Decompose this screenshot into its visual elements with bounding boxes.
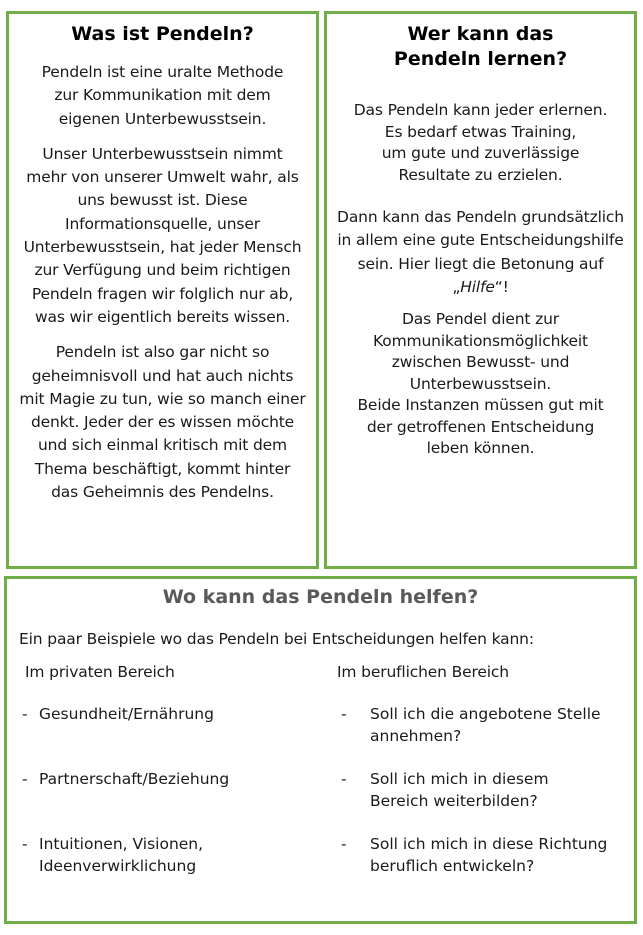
left-box-paragraph-1: Pendeln ist eine uralte Methode zur Kommunikation mit dem eigenen Unterbewusstsein. (41, 63, 284, 128)
private-list-item (22, 768, 302, 790)
where-pendulum-helps-box (4, 576, 637, 924)
right-p3-line-6: der getroffenen Entscheidung (366, 417, 595, 436)
right-p2-text: Dann kann das Pendeln grundsätzlich in allem eine gute Entscheidungshilfe sein. Hier liegt die Betonung auf (337, 208, 624, 273)
work-list-item (341, 833, 627, 877)
right-p2-quote-close: “! (494, 277, 509, 296)
right-p1-line-2: Es bedarf etwas Training, (384, 122, 577, 141)
list-dash: - (341, 705, 347, 723)
right-p1-line-1: Das Pendeln kann jeder erlernen. (353, 101, 608, 119)
right-p3-line-7: leben können. (426, 439, 535, 458)
bottom-box-title: Wo kann das Pendeln helfen? (162, 586, 479, 608)
right-box-paragraph-3 (331, 309, 630, 460)
who-can-learn-box (324, 11, 637, 569)
work-item-3-text: Soll ich mich in diese Richtung beruflich entwickeln? (370, 835, 608, 875)
work-list-item (341, 768, 591, 812)
work-item-2-text: Soll ich mich in diesem Bereich weiterbilden? (370, 770, 549, 810)
private-area-heading: Im privaten Bereich (25, 663, 175, 681)
work-area-heading: Im beruflichen Bereich (337, 663, 509, 681)
right-p3-line-2: Kommunikationsmöglichkeit (373, 331, 588, 350)
work-list-item (341, 703, 627, 747)
private-item-1-text: Gesundheit/Ernährung (39, 705, 214, 723)
right-box-paragraph-2 (331, 206, 630, 299)
right-p3-line-4: Unterbewusstsein. (409, 374, 552, 393)
right-box-title: Wer kann das Pendeln lernen? (393, 23, 568, 70)
list-dash: - (341, 770, 347, 788)
what-is-pendulum-box (6, 11, 319, 569)
list-dash: - (22, 770, 28, 788)
work-item-1-text: Soll ich die angebotene Stelle annehmen? (370, 705, 601, 745)
left-box-paragraph-2: Unser Unterbewusstsein nimmt mehr von unserer Umwelt wahr, als uns bewusst ist. Diese Informationsquelle, unser Unterbewusstsein, hat jeder Mensch zur Verfügung und beim richtigen Pendeln fragen wir folglich nur ab, was wir eigentlich bereits wissen. (23, 144, 302, 326)
list-dash: - (22, 705, 28, 723)
list-dash: - (341, 835, 347, 853)
right-p2-quote-open: „ (452, 277, 461, 296)
right-p3-line-3: zwischen Bewusst- und (391, 353, 570, 372)
private-list-item (22, 833, 222, 877)
left-box-title: Was ist Pendeln? (71, 23, 254, 45)
right-p3-line-5: Beide Instanzen müssen gut mit (357, 396, 604, 415)
private-item-3-text: Intuitionen, Visionen, Ideenverwirklichung (39, 835, 204, 875)
right-p1-line-3: um gute und zuverlässige (381, 144, 580, 162)
bottom-box-intro: Ein paar Beispiele wo das Pendeln bei Entscheidungen helfen kann: (19, 630, 534, 648)
right-p3-line-1: Das Pendel dient zur (401, 310, 560, 329)
right-p2-emphasis: Hilfe (460, 277, 495, 296)
left-box-paragraph-3: Pendeln ist also gar nicht so geheimnisvoll und hat auch nichts mit Magie zu tun, wie so manch einer denkt. Jeder der es wissen möchte und sich einmal kritisch mit dem Thema beschäftigt, kommt hinter das Geheimnis des Pendelns. (19, 343, 306, 502)
right-p1-line-4: Resultate zu erzielen. (398, 165, 563, 184)
private-list-item (22, 703, 302, 725)
right-box-paragraph-1 (331, 100, 630, 186)
list-dash: - (22, 835, 28, 853)
private-item-2-text: Partnerschaft/Beziehung (39, 770, 230, 788)
